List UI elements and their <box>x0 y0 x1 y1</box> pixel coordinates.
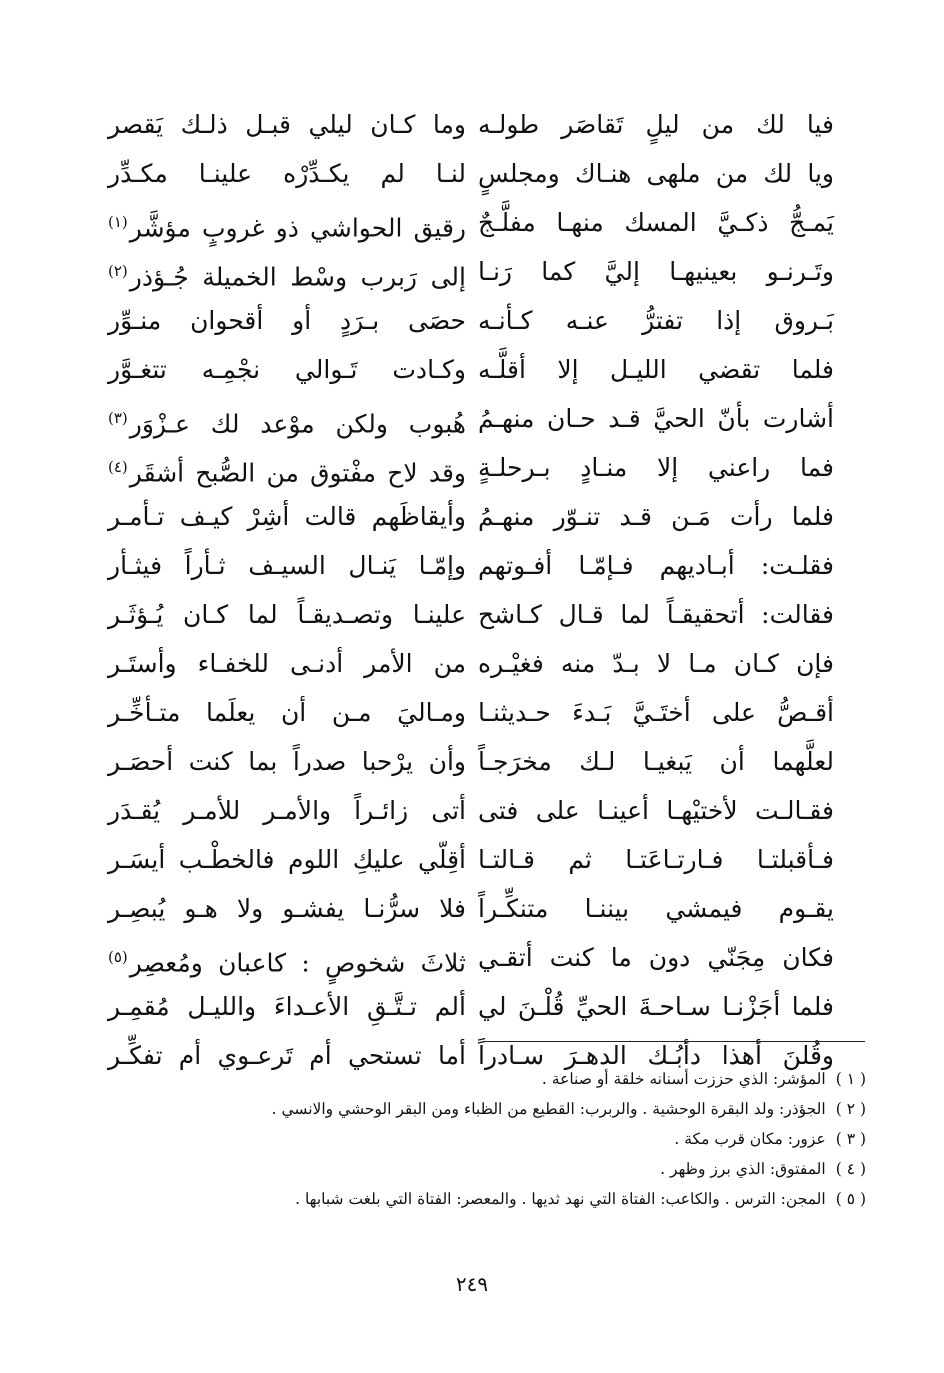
first-hemistich: فلما رأت مَـن قـد تنـوّر منهـمُ <box>478 502 834 531</box>
footnote-marker: (٢) <box>108 262 128 280</box>
second-hemistich <box>108 835 466 884</box>
second-hemistich <box>108 345 466 394</box>
first-hemistich: فلما تقضي الليـل إلا أقلَّـه <box>478 355 834 384</box>
footnote-number: ( ٣ ) <box>835 1130 866 1148</box>
second-hemistich-text: إلى رَبرب وسْط الخميلة جُـؤذر <box>129 262 466 292</box>
footnote-number: ( ٥ ) <box>835 1190 866 1208</box>
second-hemistich-text: رقيق الحواشي ذو غروبٍ مؤشَّر <box>129 213 466 243</box>
second-hemistich-text: وكـادت تَـوالي نجْمِـه تتغـوَّر <box>108 355 466 384</box>
verse-row <box>0 590 944 639</box>
footnote-text: عزور: مكان قرب مكة . <box>674 1130 826 1148</box>
first-hemistich: لعلَّهما أن يَبغيـا لـك مخرَجـاً <box>478 747 834 776</box>
footnote-marker: (٤) <box>108 458 128 476</box>
first-hemistich: ويا لك من ملهى هنـاك ومجلسٍ <box>478 159 834 188</box>
page-number: ٢٤٩ <box>455 1272 489 1296</box>
first-hemistich: فكان مِجَنّي دون ما كنت أتقـي <box>478 943 834 972</box>
first-hemistich: أقـصُّ على أختَـيَّ بَـدءَ حـديثنـا <box>478 698 834 727</box>
second-hemistich <box>108 394 466 443</box>
second-hemistich-text: وأن يرْحبا صدراً بما كنت أحصَـر <box>108 747 466 776</box>
footnote <box>86 1094 866 1124</box>
second-hemistich-text: فلا سرُّنـا يفشـو ولا هـو يُبصِـر <box>108 894 466 923</box>
footnote-number: ( ٢ ) <box>835 1100 866 1118</box>
second-hemistich-text: من الأمر أدنـى للخفـاء وأستَـر <box>108 649 466 678</box>
verse-row <box>0 345 944 394</box>
first-hemistich: وتَـرنـو بعينيهـا إليَّ كما رَنـا <box>478 257 834 286</box>
second-hemistich <box>108 786 466 835</box>
second-hemistich-text: هُبوب ولكن موْعد لك عـزْوَر <box>129 409 466 439</box>
verse-row <box>0 982 944 1031</box>
first-hemistich: فـأقبلتـا فـارتـاعَتـا ثم قـالتـا <box>478 845 834 874</box>
second-hemistich-text: أما تستحي أم تَرعـوي أم تفكِّـر <box>108 1041 466 1070</box>
second-hemistich-text: علينـا وتصـديقـاً لما كـان يُـؤثَـر <box>108 600 466 629</box>
verse-row <box>0 492 944 541</box>
footnote-marker: (١) <box>108 213 128 231</box>
first-hemistich: وقُلنَ أهذا دأبُـك الدهـرَ سـادراً <box>478 1041 834 1070</box>
verse-row <box>0 933 944 982</box>
footnote-text: المفتوق: الذي برز وظهر . <box>660 1160 826 1178</box>
verse-row <box>0 541 944 590</box>
second-hemistich <box>108 541 466 590</box>
second-hemistich <box>108 247 466 296</box>
verse-row <box>0 835 944 884</box>
second-hemistich <box>108 492 466 541</box>
verse-row <box>0 639 944 688</box>
footnotes <box>86 1064 866 1214</box>
second-hemistich-text: ثلاثَ شخوصٍ : كاعبان ومُعصِر <box>129 948 466 978</box>
footnote-text: المجن: الترس . والكاعب: الفتاة التي نهد ثديها . والمعصر: الفتاة التي بلغت شبابها . <box>295 1190 826 1208</box>
footnote-text: الجؤذر: ولد البقرة الوحشية . والربرب: القطيع من الظباء ومن البقر الوحشي والانسي . <box>271 1100 826 1118</box>
first-hemistich: بَـروق إذا تفترُّ عنـه كـأنـه <box>478 306 834 335</box>
first-hemistich: فقلـت: أبـاديهم فـإمّـا أفـوتهم <box>478 551 834 580</box>
second-hemistich <box>108 688 466 737</box>
verse-row <box>0 737 944 786</box>
second-hemistich <box>108 149 466 198</box>
verse-row <box>0 394 944 443</box>
second-hemistich <box>108 737 466 786</box>
footnote-marker: (٣) <box>108 409 128 427</box>
footnote-marker: (٥) <box>108 948 128 966</box>
verse-row <box>0 247 944 296</box>
footnote <box>86 1184 866 1214</box>
second-hemistich-text: لنـا لم يكـدِّرْه علينـا مكـدِّر <box>108 159 466 188</box>
second-hemistich-text: ومـاليَ مـن أن يعلَما متـأخِّـر <box>108 698 466 727</box>
verse-row <box>0 100 944 149</box>
second-hemistich-text: أتى زائـراً والأمـر للأمـر يُقـدَر <box>108 796 466 825</box>
first-hemistich: فما راعني إلا منـادٍ بـرحلـةٍ <box>478 453 834 482</box>
footnote <box>86 1124 866 1154</box>
second-hemistich-text: وما كـان ليلي قبـل ذلـك يَقصر <box>108 110 466 139</box>
verse-row <box>0 149 944 198</box>
footnote-number: ( ٤ ) <box>835 1160 866 1178</box>
first-hemistich: فلما أجَزْنـا سـاحـةَ الحيِّ قُلْـنَ لي <box>478 992 834 1021</box>
verse-row <box>0 443 944 492</box>
first-hemistich: فقـالـت لأختيْهـا أعينـا على فتى <box>478 796 834 825</box>
footnote-separator <box>483 1041 865 1042</box>
footnote <box>86 1064 866 1094</box>
verse-row <box>0 688 944 737</box>
first-hemistich: أشارت بأنّ الحيَّ قـد حـان منهـمُ <box>478 404 834 433</box>
footnote-number: ( ١ ) <box>835 1070 866 1088</box>
verse-row <box>0 296 944 345</box>
footnote <box>86 1154 866 1184</box>
second-hemistich-text: وإمّـا يَنـال السيـف ثـأراً فيثـأر <box>108 551 466 580</box>
first-hemistich: فإن كـان مـا لا بـدّ منه فغيْـره <box>478 649 834 678</box>
verse-row <box>0 884 944 933</box>
poem <box>0 100 944 1080</box>
footnote-text: المؤشر: الذي حززت أسنانه خلقة أو صناعة . <box>541 1070 826 1088</box>
second-hemistich <box>108 982 466 1031</box>
second-hemistich <box>108 296 466 345</box>
second-hemistich <box>108 443 466 492</box>
verse-row <box>0 198 944 247</box>
first-hemistich: فيا لك من ليلٍ تَقاصَر طولـه <box>478 110 834 139</box>
first-hemistich: يقـوم فيمشي بيننـا متنكِّـراً <box>478 894 834 923</box>
second-hemistich <box>108 884 466 933</box>
second-hemistich <box>108 639 466 688</box>
second-hemistich <box>108 933 466 982</box>
second-hemistich-text: ألم تـتَّـقِ الأعـداءَ والليـل مُقمِـر <box>108 992 466 1021</box>
second-hemistich <box>108 100 466 149</box>
verse-row <box>0 786 944 835</box>
first-hemistich: يَمـجُّ ذكـيَّ المسك منهـا مفلَّـجٌ <box>478 208 834 237</box>
second-hemistich <box>108 198 466 247</box>
second-hemistich-text: حصَى بـرَدٍ أو أقحوان منـوِّر <box>108 306 466 335</box>
second-hemistich-text: وأيقاظَهم قالت أشِرْ كيـف تـأمـر <box>108 502 466 531</box>
second-hemistich-text: وقد لاح مفْتوق من الصُّبح أشقَر <box>129 458 466 488</box>
first-hemistich: فقالت: أتحقيقـاً لما قـال كـاشح <box>478 600 834 629</box>
second-hemistich <box>108 590 466 639</box>
second-hemistich-text: أقِلّي عليكِ اللوم فالخطْـب أيسَـر <box>108 845 466 874</box>
